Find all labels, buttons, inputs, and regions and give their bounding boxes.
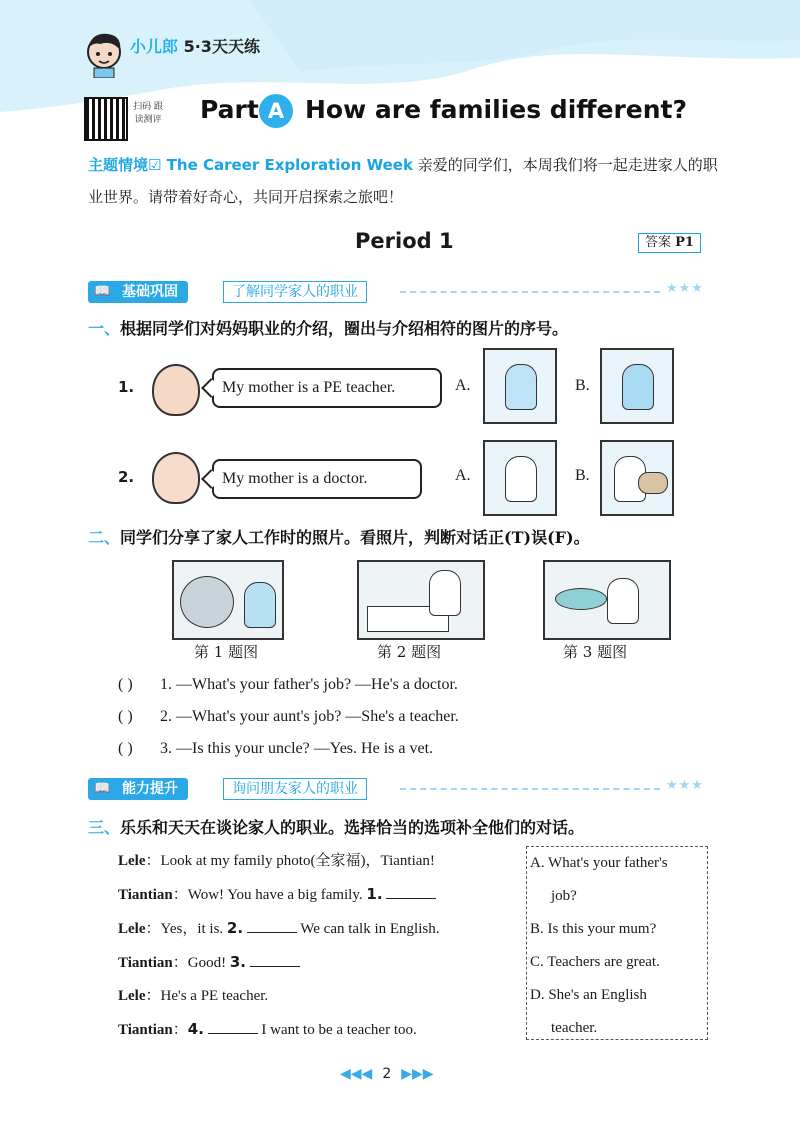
question-1-heading: 一、根据同学们对妈妈职业的介绍，圈出与介绍相符的图片的序号。	[88, 319, 569, 338]
qr-code-icon[interactable]	[84, 97, 128, 141]
pe-teacher-woman-image[interactable]	[483, 348, 557, 424]
page-footer	[340, 1066, 434, 1082]
option-d: D. She's an English	[530, 987, 647, 1003]
mascot-boy-icon	[82, 30, 126, 78]
part-prefix: Part	[200, 95, 259, 124]
dialog-line: Lele：Look at my family photo(全家福)，Tiantian!	[118, 853, 435, 869]
true-false-line: ( ) 1. —What's your father's job? —He's a doctor.	[118, 676, 458, 693]
answer-blank[interactable]	[250, 952, 300, 967]
true-false-line: ( ) 2. —What's your aunt's job? —She's a teacher.	[118, 708, 459, 725]
right-arrows-icon: ▶▶▶	[401, 1066, 434, 1082]
answer-blank[interactable]	[208, 1019, 258, 1034]
section-bar-basics	[88, 281, 712, 303]
dialog-line: Lele：Yes，it is. 2. We can talk in English.	[118, 919, 440, 937]
divider	[400, 788, 660, 790]
option-a-label[interactable]: A.	[455, 377, 471, 394]
answer-blank[interactable]	[247, 918, 297, 933]
theme-tag: 主题情境☑ The Career Exploration Week	[88, 156, 413, 174]
dialog-block	[118, 845, 523, 1047]
option-a-cont: job?	[551, 888, 577, 904]
item-number: 2.	[118, 468, 135, 486]
theme-text: 亲爱的同学们，本周我们将一起走进家人的职业世界。请带着好奇心，共同开启探索之旅吧！	[88, 156, 718, 206]
option-b-label[interactable]: B.	[575, 467, 590, 484]
doctor-woman-image[interactable]	[483, 440, 557, 516]
answer-paren[interactable]: ( )	[118, 740, 133, 757]
question-3-heading: 三、乐乐和天天在谈论家人的职业。选择恰当的选项补全他们的对话。	[88, 818, 585, 837]
options-box	[526, 846, 708, 1040]
section-tag: 📖 能力提升	[88, 778, 188, 800]
photo-2-nurse	[357, 560, 485, 640]
option-b: B. Is this your mum?	[530, 921, 657, 937]
boy-avatar-icon	[152, 364, 200, 416]
woman-in-jacket-image[interactable]	[600, 348, 674, 424]
dialog-line: Lele：He's a PE teacher.	[118, 988, 269, 1004]
dialog-line: Tiantian：4. I want to be a teacher too.	[118, 1020, 417, 1038]
book-icon: 📖	[94, 284, 111, 299]
stars-icon: ★★★	[666, 281, 704, 296]
option-d-cont: teacher.	[551, 1020, 598, 1036]
dialog-line: Tiantian：Wow! You have a big family. 1.	[118, 878, 523, 912]
section-subtitle: 询问朋友家人的职业	[223, 778, 367, 800]
item-number: 1.	[118, 378, 135, 396]
answer-paren[interactable]: ( )	[118, 676, 133, 693]
answer-blank[interactable]	[386, 884, 436, 899]
option-a-label[interactable]: A.	[455, 467, 471, 484]
answer-paren[interactable]: ( )	[118, 708, 133, 725]
option-b-label[interactable]: B.	[575, 377, 590, 394]
left-arrows-icon: ◀◀◀	[340, 1066, 373, 1082]
part-badge: A	[259, 94, 293, 128]
theme-intro	[88, 149, 718, 213]
photo-1-worker	[172, 560, 284, 640]
option-a: A. What's your father's	[530, 855, 668, 871]
page-number: 2	[382, 1066, 392, 1082]
photo-caption: 第 2 题图	[377, 643, 442, 661]
speech-bubble: My mother is a doctor.	[212, 459, 422, 499]
section-tag: 📖 基础巩固	[88, 281, 188, 303]
vet-with-dog-image[interactable]	[600, 440, 674, 516]
girl-avatar-icon	[152, 452, 200, 504]
dialog-line: Tiantian：Good! 3.	[118, 946, 523, 980]
page-title: How are families different?	[305, 95, 688, 124]
photo-caption: 第 1 题图	[194, 643, 259, 661]
book-icon: 📖	[94, 781, 111, 796]
section-bar-advanced	[88, 778, 712, 800]
question-2-heading: 二、同学们分享了家人工作时的照片。看照片，判断对话正(T)误(F)。	[88, 528, 590, 547]
section-subtitle: 了解同学家人的职业	[223, 281, 367, 303]
divider	[400, 291, 660, 293]
photo-3-vet	[543, 560, 671, 640]
photo-caption: 第 3 题图	[563, 643, 628, 661]
brand-title: 小儿郎 5·3天天练	[130, 37, 260, 56]
speech-bubble: My mother is a PE teacher.	[212, 368, 442, 408]
true-false-line: ( ) 3. —Is this your uncle? —Yes. He is a vet.	[118, 740, 434, 757]
stars-icon: ★★★	[666, 778, 704, 793]
option-c: C. Teachers are great.	[530, 954, 660, 970]
answer-reference: 答案 P1	[638, 233, 701, 253]
period-title: Period 1	[355, 229, 454, 253]
qr-caption: 扫码 跟读测评	[133, 102, 163, 125]
